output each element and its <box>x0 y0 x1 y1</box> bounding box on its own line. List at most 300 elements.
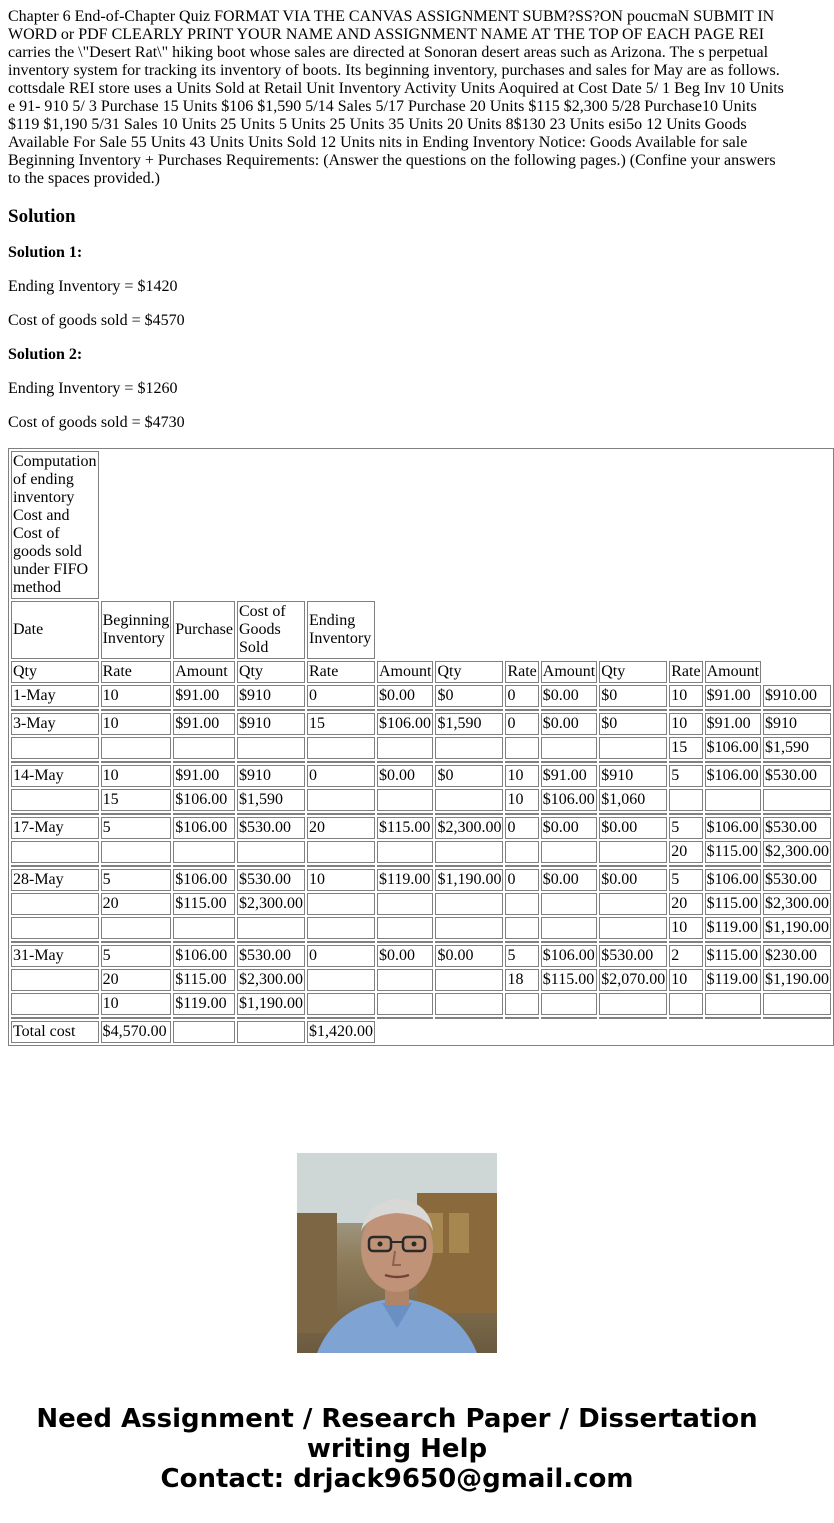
separator-cell <box>101 1017 172 1019</box>
separator-cell <box>307 941 375 943</box>
footer-line-2: writing Help <box>306 1434 488 1464</box>
table-cell: $106.00 <box>705 737 761 759</box>
table-caption: Computation of ending inventory Cost and Cost of goods sold under FIFO method <box>11 451 99 599</box>
table-cell <box>307 969 375 991</box>
table-cell <box>377 893 433 915</box>
table-cell: 15 <box>101 789 172 811</box>
group-separator <box>11 941 831 943</box>
separator-cell <box>307 865 375 867</box>
fifo-table <box>8 448 834 1046</box>
table-cell: 0 <box>307 765 375 787</box>
table-cell <box>173 737 235 759</box>
table-cell: $530.00 <box>599 945 667 967</box>
header-purchase: Purchase <box>173 601 235 659</box>
separator-cell <box>11 865 99 867</box>
table-cell <box>307 893 375 915</box>
table-row <box>11 969 831 991</box>
subheader-cell: Amount <box>705 661 761 683</box>
subheader-cell: Rate <box>669 661 702 683</box>
separator-cell <box>173 761 235 763</box>
table-cell: $910 <box>237 713 305 735</box>
table-cell: $2,300.00 <box>237 893 305 915</box>
table-cell <box>377 993 433 1015</box>
table-cell <box>307 789 375 811</box>
table-cell: 5 <box>669 869 702 891</box>
separator-cell <box>541 1017 597 1019</box>
separator-cell <box>541 941 597 943</box>
table-row <box>11 765 831 787</box>
table-cell: $0 <box>599 685 667 707</box>
table-cell: $910 <box>237 685 305 707</box>
table-cell: $0.00 <box>377 765 433 787</box>
separator-cell <box>377 813 433 815</box>
separator-cell <box>101 813 172 815</box>
table-cell: 0 <box>307 945 375 967</box>
table-cell: 10 <box>101 765 172 787</box>
separator-cell <box>237 709 305 711</box>
table-cell <box>435 841 503 863</box>
separator-cell <box>705 813 761 815</box>
separator-cell <box>669 865 702 867</box>
table-cell: $106.00 <box>377 713 433 735</box>
table-cell: $910 <box>599 765 667 787</box>
separator-cell <box>237 813 305 815</box>
table-cell: $115.00 <box>705 841 761 863</box>
table-cell: 5 <box>505 945 538 967</box>
table-cell: $0.00 <box>541 817 597 839</box>
subheader-cell: Qty <box>435 661 503 683</box>
table-header-row <box>11 601 831 659</box>
total-cell: $4,570.00 <box>101 1021 172 1043</box>
table-cell: 0 <box>307 685 375 707</box>
solution2-cogs: Cost of goods sold = $4730 <box>8 414 185 431</box>
table-cell: $0.00 <box>377 945 433 967</box>
table-cell: 5 <box>101 869 172 891</box>
group-separator <box>11 1017 831 1019</box>
table-row <box>11 789 831 811</box>
table-cell: $910.00 <box>763 685 831 707</box>
table-cell: $0 <box>435 765 503 787</box>
table-cell: 5 <box>101 817 172 839</box>
table-cell <box>101 917 172 939</box>
table-cell: $0.00 <box>599 817 667 839</box>
separator-cell <box>669 709 702 711</box>
table-cell: $106.00 <box>705 817 761 839</box>
total-label: Total cost <box>11 1021 99 1043</box>
table-cell: $1,590 <box>237 789 305 811</box>
table-cell <box>435 893 503 915</box>
table-cell: 10 <box>307 869 375 891</box>
table-row <box>11 817 831 839</box>
total-cell: $1,420.00 <box>307 1021 375 1043</box>
header-beginning-inventory: Beginning Inventory <box>101 601 172 659</box>
table-cell <box>173 841 235 863</box>
table-row <box>11 993 831 1015</box>
table-cell: $91.00 <box>541 765 597 787</box>
table-cell: $2,300.00 <box>763 841 831 863</box>
separator-cell <box>435 709 503 711</box>
table-cell: $0.00 <box>541 869 597 891</box>
table-cell <box>669 789 702 811</box>
separator-cell <box>763 865 831 867</box>
table-cell: 10 <box>669 917 702 939</box>
table-cell <box>377 841 433 863</box>
table-cell <box>237 917 305 939</box>
separator-cell <box>435 941 503 943</box>
separator-cell <box>173 709 235 711</box>
separator-cell <box>377 709 433 711</box>
table-cell: $106.00 <box>705 869 761 891</box>
subheader-cell: Qty <box>599 661 667 683</box>
separator-cell <box>505 941 538 943</box>
table-cell <box>237 737 305 759</box>
separator-cell <box>705 941 761 943</box>
table-cell: 20 <box>101 893 172 915</box>
table-cell <box>237 841 305 863</box>
fifo-table-container <box>8 448 830 1046</box>
header-date: Date <box>11 601 99 659</box>
separator-cell <box>11 761 99 763</box>
table-cell <box>763 789 831 811</box>
table-cell: $0.00 <box>435 945 503 967</box>
solution1-heading: Solution 1: <box>8 244 83 261</box>
group-separator <box>11 865 831 867</box>
table-cell <box>435 789 503 811</box>
separator-cell <box>237 941 305 943</box>
table-cell: 5 <box>101 945 172 967</box>
table-cell <box>599 841 667 863</box>
separator-cell <box>173 813 235 815</box>
table-cell: $530.00 <box>237 945 305 967</box>
table-cell: $2,300.00 <box>435 817 503 839</box>
separator-cell <box>237 1017 305 1019</box>
table-cell: $1,190.00 <box>763 917 831 939</box>
table-cell: $106.00 <box>173 789 235 811</box>
separator-cell <box>377 1017 433 1019</box>
separator-cell <box>599 709 667 711</box>
table-cell: $1,060 <box>599 789 667 811</box>
table-cell: $115.00 <box>173 893 235 915</box>
table-cell: $119.00 <box>705 917 761 939</box>
separator-cell <box>599 941 667 943</box>
table-cell: 5 <box>669 817 702 839</box>
table-cell: 20 <box>101 969 172 991</box>
table-cell <box>377 737 433 759</box>
table-row <box>11 869 831 891</box>
table-cell <box>377 917 433 939</box>
separator-cell <box>377 865 433 867</box>
solution2-heading: Solution 2: <box>8 346 83 363</box>
table-cell: 20 <box>307 817 375 839</box>
table-cell: $1,590 <box>763 737 831 759</box>
solution1-ending-inventory: Ending Inventory = $1420 <box>8 278 178 295</box>
table-cell <box>541 993 597 1015</box>
table-cell: 0 <box>505 685 538 707</box>
footer-banner <box>0 1404 794 1494</box>
table-cell <box>541 841 597 863</box>
table-row <box>11 945 831 967</box>
table-cell: $0 <box>599 713 667 735</box>
table-cell: $91.00 <box>173 713 235 735</box>
date-cell: 3-May <box>11 713 99 735</box>
table-cell: $1,190.00 <box>763 969 831 991</box>
date-cell: 31-May <box>11 945 99 967</box>
table-cell: $119.00 <box>377 869 433 891</box>
separator-cell <box>377 941 433 943</box>
solution-title: Solution <box>8 206 76 227</box>
table-cell: 15 <box>669 737 702 759</box>
date-cell <box>11 789 99 811</box>
table-cell <box>505 841 538 863</box>
group-separator <box>11 813 831 815</box>
table-total-row <box>11 1021 831 1043</box>
table-cell: 5 <box>669 765 702 787</box>
table-cell <box>101 737 172 759</box>
separator-cell <box>599 1017 667 1019</box>
separator-cell <box>11 941 99 943</box>
separator-cell <box>541 813 597 815</box>
table-cell: 10 <box>101 685 172 707</box>
separator-cell <box>599 813 667 815</box>
table-cell: $0.00 <box>541 685 597 707</box>
separator-cell <box>173 865 235 867</box>
table-cell <box>435 917 503 939</box>
total-cell <box>173 1021 235 1043</box>
total-cell <box>237 1021 305 1043</box>
table-cell: $230.00 <box>763 945 831 967</box>
table-cell <box>173 917 235 939</box>
separator-cell <box>173 941 235 943</box>
table-cell: $0 <box>435 685 503 707</box>
table-row <box>11 917 831 939</box>
table-cell: $530.00 <box>237 817 305 839</box>
separator-cell <box>669 941 702 943</box>
table-cell: $0.00 <box>599 869 667 891</box>
date-cell <box>11 737 99 759</box>
separator-cell <box>307 761 375 763</box>
separator-cell <box>11 709 99 711</box>
table-row <box>11 713 831 735</box>
separator-cell <box>435 865 503 867</box>
date-cell: 28-May <box>11 869 99 891</box>
table-cell: $106.00 <box>705 765 761 787</box>
table-cell <box>541 893 597 915</box>
table-cell: $115.00 <box>705 893 761 915</box>
table-cell: 18 <box>505 969 538 991</box>
footer-line-3: Contact: drjack9650@gmail.com <box>160 1464 634 1494</box>
table-cell: $106.00 <box>541 945 597 967</box>
subheader-cell: Amount <box>541 661 597 683</box>
separator-cell <box>435 813 503 815</box>
table-cell: $115.00 <box>377 817 433 839</box>
separator-cell <box>705 865 761 867</box>
table-cell <box>669 993 702 1015</box>
table-cell: $106.00 <box>173 817 235 839</box>
separator-cell <box>435 761 503 763</box>
table-cell: $530.00 <box>763 869 831 891</box>
separator-cell <box>237 761 305 763</box>
separator-cell <box>11 813 99 815</box>
separator-cell <box>307 709 375 711</box>
table-cell <box>599 737 667 759</box>
table-cell <box>505 737 538 759</box>
separator-cell <box>307 813 375 815</box>
table-cell: 10 <box>669 969 702 991</box>
table-cell <box>705 789 761 811</box>
table-cell: 10 <box>101 993 172 1015</box>
table-cell: $1,590 <box>435 713 503 735</box>
table-cell <box>541 737 597 759</box>
table-cell: 10 <box>669 685 702 707</box>
subheader-cell: Amount <box>377 661 433 683</box>
table-cell <box>377 789 433 811</box>
separator-cell <box>763 1017 831 1019</box>
table-cell: 10 <box>101 713 172 735</box>
separator-cell <box>763 761 831 763</box>
table-cell <box>101 841 172 863</box>
table-cell <box>599 917 667 939</box>
table-cell: $119.00 <box>173 993 235 1015</box>
table-cell <box>307 841 375 863</box>
separator-cell <box>101 709 172 711</box>
table-cell <box>599 993 667 1015</box>
table-cell: 0 <box>505 869 538 891</box>
group-separator <box>11 709 831 711</box>
table-row <box>11 893 831 915</box>
separator-cell <box>505 1017 538 1019</box>
table-row <box>11 737 831 759</box>
table-cell <box>435 993 503 1015</box>
separator-cell <box>541 761 597 763</box>
separator-cell <box>101 761 172 763</box>
table-cell: $910 <box>237 765 305 787</box>
table-cell: $115.00 <box>173 969 235 991</box>
table-cell: 10 <box>505 765 538 787</box>
table-cell: $530.00 <box>237 869 305 891</box>
date-cell: 14-May <box>11 765 99 787</box>
table-cell <box>307 737 375 759</box>
separator-cell <box>505 813 538 815</box>
subheader-cell: Rate <box>101 661 172 683</box>
table-cell: $910 <box>763 713 831 735</box>
table-cell <box>435 737 503 759</box>
separator-cell <box>763 709 831 711</box>
separator-cell <box>599 761 667 763</box>
table-cell: $115.00 <box>705 945 761 967</box>
separator-cell <box>669 1017 702 1019</box>
footer-line-1: Need Assignment / Research Paper / Dissertation <box>36 1404 758 1434</box>
table-cell: $530.00 <box>763 765 831 787</box>
separator-cell <box>541 865 597 867</box>
table-cell: $91.00 <box>173 685 235 707</box>
separator-cell <box>705 761 761 763</box>
subheader-cell: Qty <box>11 661 99 683</box>
separator-cell <box>11 1017 99 1019</box>
header-ending-inventory: Ending Inventory <box>307 601 375 659</box>
table-cell: 0 <box>505 713 538 735</box>
separator-cell <box>541 709 597 711</box>
subheader-cell: Rate <box>505 661 538 683</box>
separator-cell <box>307 1017 375 1019</box>
table-row <box>11 685 831 707</box>
table-cell <box>599 893 667 915</box>
person-portrait-icon <box>297 1153 497 1353</box>
table-caption-row <box>11 451 831 599</box>
table-cell: 10 <box>505 789 538 811</box>
table-cell: $91.00 <box>705 713 761 735</box>
table-cell: 20 <box>669 893 702 915</box>
table-cell: $91.00 <box>705 685 761 707</box>
separator-cell <box>705 709 761 711</box>
solution1-cogs: Cost of goods sold = $4570 <box>8 312 185 329</box>
table-cell: 0 <box>505 817 538 839</box>
separator-cell <box>505 709 538 711</box>
date-cell <box>11 917 99 939</box>
table-cell: $91.00 <box>173 765 235 787</box>
table-cell: $106.00 <box>173 869 235 891</box>
table-cell: 10 <box>669 713 702 735</box>
table-cell <box>307 993 375 1015</box>
table-cell <box>541 917 597 939</box>
date-cell: 17-May <box>11 817 99 839</box>
table-cell: $0.00 <box>541 713 597 735</box>
table-cell: $1,190.00 <box>237 993 305 1015</box>
separator-cell <box>763 813 831 815</box>
table-cell <box>435 969 503 991</box>
table-cell <box>505 993 538 1015</box>
table-cell <box>377 969 433 991</box>
header-cost-of-goods-sold: Cost of Goods Sold <box>237 601 305 659</box>
separator-cell <box>505 865 538 867</box>
separator-cell <box>435 1017 503 1019</box>
date-cell <box>11 969 99 991</box>
date-cell <box>11 841 99 863</box>
separator-cell <box>669 813 702 815</box>
table-cell: 15 <box>307 713 375 735</box>
table-cell: $2,070.00 <box>599 969 667 991</box>
table-cell: $119.00 <box>705 969 761 991</box>
table-cell: $2,300.00 <box>237 969 305 991</box>
separator-cell <box>599 865 667 867</box>
table-cell: 2 <box>669 945 702 967</box>
table-cell <box>505 893 538 915</box>
table-cell <box>763 993 831 1015</box>
separator-cell <box>705 1017 761 1019</box>
table-subheader-row <box>11 661 831 683</box>
separator-cell <box>101 865 172 867</box>
table-cell: $0.00 <box>377 685 433 707</box>
subheader-cell: Qty <box>237 661 305 683</box>
table-cell: $2,300.00 <box>763 893 831 915</box>
separator-cell <box>505 761 538 763</box>
question-text: Chapter 6 End-of-Chapter Quiz FORMAT VIA THE CANVAS ASSIGNMENT SUBM?SS?ON poucmaN SUBMIT IN WORD or PDF CLEARLY PRINT YOUR NAME AND ASSIGNMENT NAME AT THE TOP OF EACH PAGE REI carries the \"Desert Rat\" hiking boot whose sales are directed at Sonoran desert areas such as Arizona. The s perpetual inventory system for tracking its inventory of boots. Its beginning inventory, purchases and sales for May are as follows. cottsdale REI store uses a Units Sold at Retail Unit Inventory Activity Units Aoquired at Cost Date 5/ 1 Beg Inv 10 Units e 91- 910 5/ 3 Purchase 15 Units $106 $1,590 5/14 Sales 5/17 Purchase 20 Units $115 $2,300 5/28 Purchase10 Units $119 $1,190 5/31 Sales 10 Units 25 Units 5 Units 25 Units 35 Units 20 Units 8$130 23 Units esi5o 12 Units Goods Available For Sale 55 Units 43 Units Units Sold 12 Units nits in Ending Inventory Notice: Goods Available for sale Beginning Inventory + Purchases Requirements: (Answer the questions on the following pages.) (Confine your answers to the spaces provided.) <box>8 8 784 187</box>
table-cell: $106.00 <box>541 789 597 811</box>
date-cell <box>11 993 99 1015</box>
separator-cell <box>173 1017 235 1019</box>
separator-cell <box>237 865 305 867</box>
separator-cell <box>763 941 831 943</box>
date-cell: 1-May <box>11 685 99 707</box>
separator-cell <box>669 761 702 763</box>
table-cell: $530.00 <box>763 817 831 839</box>
table-cell: $115.00 <box>541 969 597 991</box>
subheader-cell: Rate <box>307 661 375 683</box>
table-cell: 20 <box>669 841 702 863</box>
date-cell <box>11 893 99 915</box>
table-cell <box>505 917 538 939</box>
subheader-cell: Amount <box>173 661 235 683</box>
table-cell: $106.00 <box>173 945 235 967</box>
